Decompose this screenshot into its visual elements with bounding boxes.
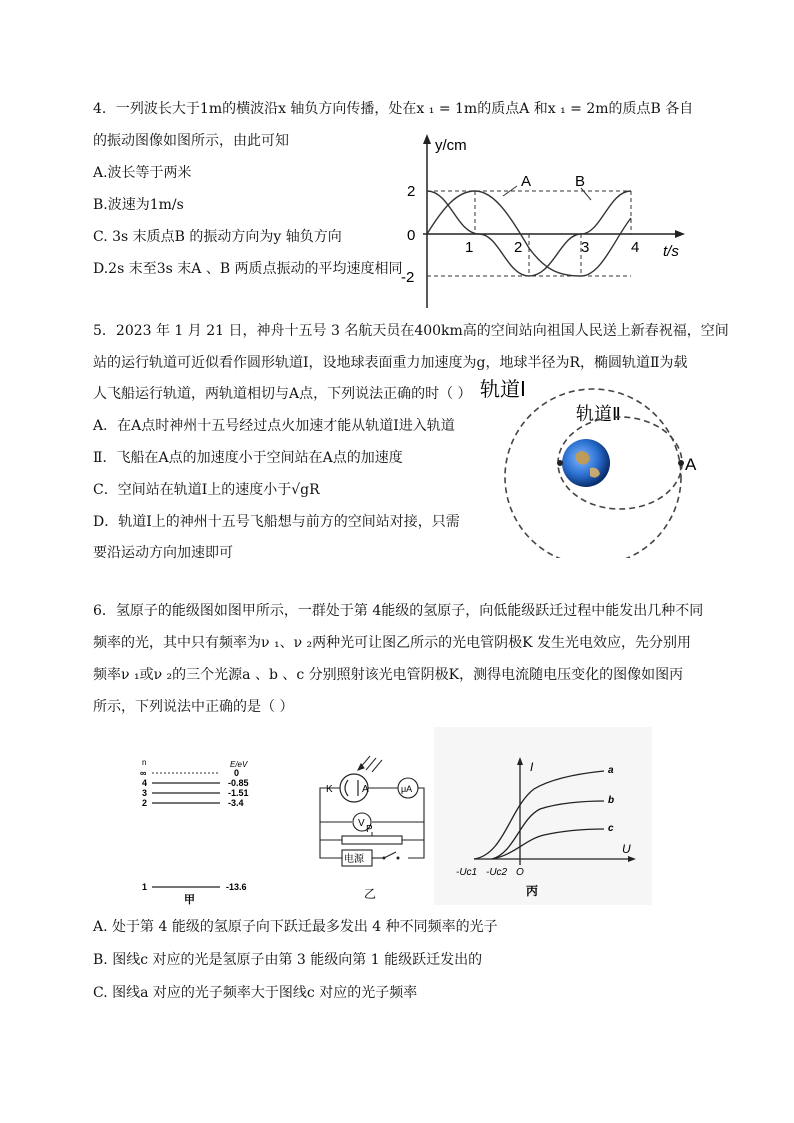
iv-graph-bg xyxy=(434,727,652,905)
y-tick-neg2: -2 xyxy=(401,269,415,286)
uc1-label: -Uc1 xyxy=(456,867,478,878)
y-tick-2: 2 xyxy=(407,183,416,200)
q5-orbit-figure xyxy=(478,372,708,558)
orbit2-label: 轨道Ⅱ xyxy=(576,404,621,424)
u-label: U xyxy=(622,842,631,856)
q6-stem-line3: 频率ν ₁或ν ₂的三个光源a 、b 、c 分别照射该光电管阴极K，测得电流随电压变化的图像如图丙 xyxy=(93,667,684,683)
q4-option-d: D.2s 末至3s 末A 、B 两质点振动的平均速度相同 xyxy=(93,261,403,277)
q4-stem-line2: 的振动图像如图所示，由此可知 xyxy=(93,133,289,149)
q5-stem-line3: 人飞船运行轨道，两轨道相切与A点，下列说法正确的时（ ） xyxy=(93,386,472,402)
q5-option-d-cont: 要沿运动方向加速即可 xyxy=(93,545,233,561)
level-2-e: -3.4 xyxy=(228,798,244,808)
q5-option-d: D．轨道Ⅰ上的神州十五号飞船想与前方的空间站对接，只需 xyxy=(93,514,460,530)
light-arrows xyxy=(358,756,382,772)
level-1-e: -13.6 xyxy=(226,882,247,892)
left-tangent-dot xyxy=(557,460,563,466)
level-1-n: 1 xyxy=(142,882,148,892)
iv-curve-label-a: a xyxy=(608,765,614,776)
y-axis-arrow xyxy=(423,134,431,144)
curve-label-b: B xyxy=(575,173,586,190)
label-ua: μA xyxy=(401,784,413,794)
x-tick-3: 3 xyxy=(581,239,590,256)
label-k: K xyxy=(326,784,333,795)
level-3-n: 3 xyxy=(142,788,148,798)
curve-label-a: A xyxy=(521,173,532,190)
level-4-n: 4 xyxy=(142,778,148,788)
x-tick-4: 4 xyxy=(631,239,640,256)
q6-energy-level-diagram xyxy=(136,755,296,905)
x-tick-1: 1 xyxy=(465,239,474,256)
q6-stem-line2: 频率的光，其中只有频率为ν ₁、ν ₂两种光可让图乙所示的光电管阴极K 发生光电效应，先分别用 xyxy=(93,635,692,651)
i-label: I xyxy=(530,760,534,774)
y-axis-label: y/cm xyxy=(435,137,467,154)
label-source: 电源 xyxy=(344,854,364,865)
q5-option-a: A．在A点时神州十五号经过点火加速才能从轨道Ⅰ进入轨道 xyxy=(93,418,455,434)
q6-photoelectric-circuit xyxy=(312,752,432,904)
q5-option-b: Ⅱ．飞船在A点的加速度小于空间站在A点的加速度 xyxy=(93,450,403,466)
e-header: E/eV xyxy=(230,760,248,769)
q5-stem-line2: 站的运行轨道可近似看作圆形轨道Ⅰ，设地球表面重力加速度为g，地球半径为R，椭圆轨道Ⅱ为载 xyxy=(93,355,688,371)
q6-iv-graph xyxy=(434,727,652,905)
q4-option-a: A.波长等于两米 xyxy=(93,165,192,181)
caption-bing: 丙 xyxy=(526,884,539,898)
point-a-dot xyxy=(678,460,684,466)
x-axis-label: t/s xyxy=(663,243,679,260)
q6-stem-line1: 6．氢原子的能级图如图甲所示，一群处于第 4能级的氢原子，向低能级跃迁过程中能发出几种不同 xyxy=(93,603,704,619)
caption-yi: 乙 xyxy=(364,887,377,901)
q5-stem-line1: 5．2023 年 1 月 21 日，神舟十五号 3 名航天员在400km高的空间站向祖国人民送上新春祝福，空间 xyxy=(93,323,729,339)
q6-option-c: C. 图线a 对应的光子频率大于图线c 对应的光子频率 xyxy=(93,985,418,1001)
q4-stem-line1: 4．一列波长大于1m的横波沿x 轴负方向传播，处在x ₁ = 1m的质点A 和x ₁ = 2m的质点B 各自 xyxy=(93,101,694,117)
rheostat xyxy=(342,836,402,844)
caption-jia: 甲 xyxy=(184,894,195,905)
q6-option-b: B. 图线c 对应的光是氢原子由第 3 能级向第 1 能级跃迁发出的 xyxy=(93,952,483,968)
iv-curve-label-c: c xyxy=(608,823,614,834)
label-v: V xyxy=(358,818,365,829)
point-a-label: A xyxy=(685,455,697,474)
q6-option-a: A. 处于第 4 能级的氢原子向下跃迁最多发出 4 种不同频率的光子 xyxy=(93,919,498,935)
y-tick-0: 0 xyxy=(407,227,416,244)
level-inf-n: ∞ xyxy=(140,768,147,778)
n-header: n xyxy=(142,758,147,767)
q4-option-b: B.波速为1m/s xyxy=(93,197,184,213)
level-inf-e: 0 xyxy=(234,768,240,778)
uc2-label: -Uc2 xyxy=(486,867,508,878)
origin-label: O xyxy=(516,867,524,878)
label-p: P xyxy=(366,824,373,835)
orbit1-label: 轨道Ⅰ xyxy=(480,379,526,401)
x-axis-arrow xyxy=(675,230,685,238)
label-a: A xyxy=(362,784,369,795)
x-tick-2: 2 xyxy=(514,239,523,256)
q4-vibration-graph xyxy=(395,128,695,313)
q4-option-c: C. 3s 末质点B 的振动方向为y 轴负方向 xyxy=(93,229,342,245)
level-2-n: 2 xyxy=(142,798,148,808)
level-3-e: -1.51 xyxy=(228,788,249,798)
q5-option-c: C．空间站在轨道Ⅰ上的速度小于√gR xyxy=(93,482,320,498)
q6-stem-line4: 所示，下列说法中正确的是（ ） xyxy=(93,699,294,715)
level-4-e: -0.85 xyxy=(228,778,249,788)
iv-curve-label-b: b xyxy=(608,795,615,806)
